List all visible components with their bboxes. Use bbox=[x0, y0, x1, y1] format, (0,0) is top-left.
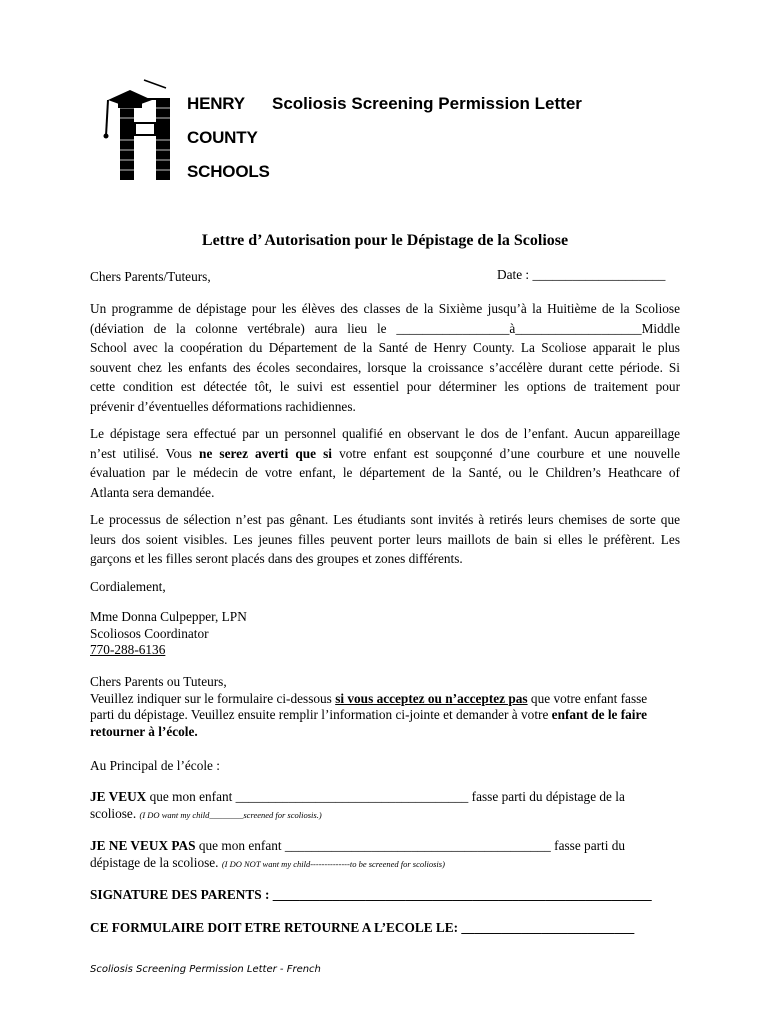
principal-salutation: Au Principal de l’école : bbox=[90, 758, 220, 773]
text-line: garçons et les filles seront placés dans des groupes et zones différents. bbox=[90, 551, 463, 566]
org-name-henry: HENRY bbox=[187, 94, 245, 113]
text-line: JE NE VEUX PAS que mon enfant ________________________________________ fasse parti du bbox=[90, 838, 626, 853]
closing: Cordialement, bbox=[90, 579, 166, 594]
text-line: parti du dépistage. Veuillez ensuite remplir l’information ci-jointe et demander à votre enfant de le faire bbox=[90, 707, 648, 722]
paragraph-program bbox=[90, 299, 680, 416]
option-yes bbox=[90, 789, 680, 823]
return-date-line: CE FORMULAIRE DOIT ETRE RETOURNE A L’ECOLE LE: __________________________ bbox=[90, 920, 635, 935]
text-line: Atlanta sera demandée. bbox=[90, 484, 215, 500]
doc-title: Scoliosis Screening Permission Letter bbox=[272, 94, 582, 113]
coordinator-name: Mme Donna Culpepper, LPN bbox=[90, 609, 247, 624]
text-line: retourner à l’école. bbox=[90, 723, 198, 739]
coordinator-phone: 770-288-6136 bbox=[90, 642, 166, 657]
text-line: Le processus de sélection n’est pas gênant. Les étudiants sont invités à retirés leurs chemises de sorte que bbox=[90, 512, 680, 527]
text-line: n’est utilisé. Vous ne serez averti que si votre enfant est soupçonné d’une courbure et une nouvelle bbox=[90, 445, 681, 461]
paragraph-process bbox=[90, 510, 680, 569]
signature-block bbox=[90, 609, 680, 659]
org-name-county: COUNTY bbox=[187, 128, 258, 147]
text-line: Un programme de dépistage pour les élèves des classes de la Sixième jusqu’à la Huitième de la Scoliose bbox=[90, 301, 680, 316]
form-intro bbox=[90, 674, 680, 740]
text-line: Le dépistage sera effectué par un personnel qualifié en observant le dos de l’enfant. Aucun appareillage bbox=[90, 426, 680, 441]
text-line: Chers Parents ou Tuteurs, bbox=[90, 674, 227, 689]
option-no bbox=[90, 838, 680, 872]
text-line: School avec la coopération du Département de la Santé de Henry County. La Scoliose apparait le plus bbox=[90, 340, 680, 355]
text-line: (déviation de la colonne vertébrale) aura lieu le _________________à___________________Middle bbox=[90, 320, 680, 336]
text-line: cette condition est détectée tôt, le suivi est essentiel pour déterminer les options de traitement pour bbox=[90, 379, 680, 394]
coordinator-role: Scoliosos Coordinator bbox=[90, 625, 209, 641]
footer: Scoliosis Screening Permission Letter - French bbox=[90, 964, 321, 975]
greeting: Chers Parents/Tuteurs, bbox=[90, 269, 211, 284]
paragraph-screening bbox=[90, 424, 680, 502]
text-line: scoliose. (I DO want my child________screened for scoliosis.) bbox=[90, 805, 322, 821]
text-line: JE VEUX que mon enfant ___________________________________ fasse parti du dépistage de la bbox=[90, 789, 625, 804]
date-field: Date : ____________________ bbox=[497, 267, 666, 282]
page-title: Lettre d’ Autorisation pour le Dépistage de la Scoliose bbox=[201, 232, 569, 249]
henry-county-schools-logo bbox=[100, 78, 180, 183]
text-line: prévenir d’éventuelles déformations rachidiennes. bbox=[90, 398, 356, 414]
org-name-schools: SCHOOLS bbox=[187, 162, 270, 181]
text-line: dépistage de la scoliose. (I DO NOT want my child--------------to be screened for scoliosis) bbox=[90, 854, 445, 870]
parent-signature-line: SIGNATURE DES PARENTS : _________________________________________________________ bbox=[90, 887, 652, 902]
text-line: Veuillez indiquer sur le formulaire ci-dessous si vous acceptez ou n’acceptez pas que votre enfant fasse bbox=[90, 690, 648, 706]
text-line: évaluation par le médecin de votre enfant, le département de la Santé, ou le Children’s Heathcare of bbox=[90, 465, 680, 480]
text-line: souvent chez les enfants des écoles secondaires, lorsque la croissance s’accélère durant cette période. Si bbox=[90, 359, 680, 375]
text-line: leurs dos soient visibles. Les jeunes filles peuvent porter leurs maillots de bain si elles le préfèrent. Les bbox=[90, 531, 680, 547]
